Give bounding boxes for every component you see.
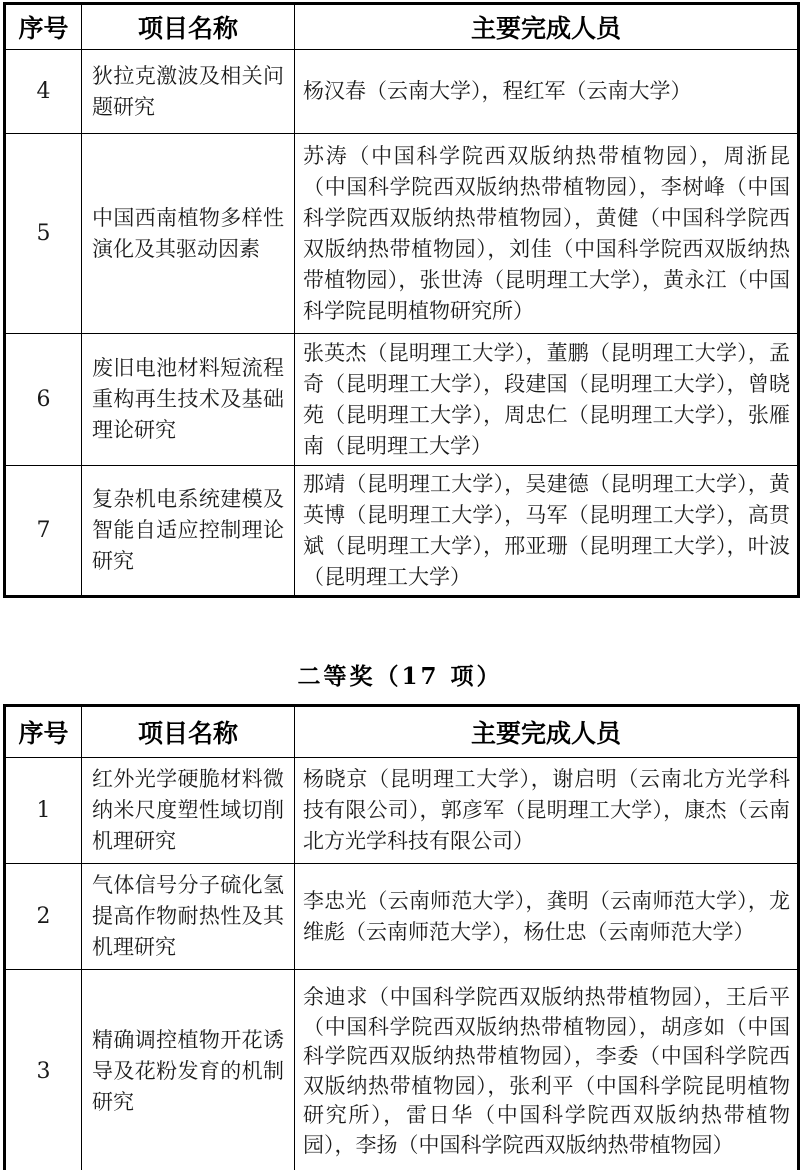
personnel-cell xyxy=(295,50,799,134)
serial-cell: 3 xyxy=(5,970,82,1170)
header-serial: 序号 xyxy=(5,4,82,50)
table-row xyxy=(5,758,799,864)
header-project-name: 项目名称 xyxy=(82,706,295,758)
table-row xyxy=(5,334,799,466)
header-project-name: 项目名称 xyxy=(82,4,295,50)
serial-cell: 6 xyxy=(5,334,82,466)
serial-cell: 5 xyxy=(5,134,82,334)
personnel-text: 杨汉春（云南大学），程红军（云南大学） xyxy=(303,79,692,103)
personnel-text: 苏涛（中国科学院西双版纳热带植物园），周浙昆（中国科学院西双版纳热带植物园），李树峰（中国科学院西双版纳热带植物园），黄健（中国科学院西双版纳热带植物园），刘佳（中国科学院西双版纳热带植物园），张世涛（昆明理工大学），黄永江（中国科学院昆明植物研究所） xyxy=(303,143,790,323)
table-row xyxy=(5,466,799,597)
personnel-cell xyxy=(295,758,799,864)
personnel-cell xyxy=(295,970,799,1170)
personnel-text: 杨晓京（昆明理工大学），谢启明（云南北方光学科技有限公司），郭彦军（昆明理工大学），康杰（云南北方光学科技有限公司） xyxy=(303,767,790,853)
first-prize-table-continued xyxy=(3,2,800,598)
personnel-cell xyxy=(295,134,799,334)
project-name-cell: 复杂机电系统建模及智能自适应控制理论研究 xyxy=(82,466,295,597)
project-name-cell: 精确调控植物开花诱导及花粉发育的机制研究 xyxy=(82,970,295,1170)
table-header-row xyxy=(5,706,799,758)
table-row xyxy=(5,864,799,970)
personnel-text: 李忠光（云南师范大学），龚明（云南师范大学），龙维彪（云南师范大学），杨仕忠（云南师范大学） xyxy=(303,888,790,944)
header-serial: 序号 xyxy=(5,706,82,758)
project-name-cell: 废旧电池材料短流程重构再生技术及基础理论研究 xyxy=(82,334,295,466)
serial-cell: 2 xyxy=(5,864,82,970)
serial-cell: 7 xyxy=(5,466,82,597)
serial-cell: 1 xyxy=(5,758,82,864)
project-name-cell: 气体信号分子硫化氢提高作物耐热性及其机理研究 xyxy=(82,864,295,970)
project-name-cell: 红外光学硬脆材料微纳米尺度塑性域切削机理研究 xyxy=(82,758,295,864)
second-prize-heading: 二等奖（17 项） xyxy=(297,663,503,690)
personnel-cell xyxy=(295,466,799,597)
table-row xyxy=(5,134,799,334)
personnel-cell xyxy=(295,864,799,970)
table-row xyxy=(5,50,799,134)
personnel-text: 张英杰（昆明理工大学），董鹏（昆明理工大学），孟奇（昆明理工大学），段建国（昆明理工大学），曾晓苑（昆明理工大学），周忠仁（昆明理工大学），张雁南（昆明理工大学） xyxy=(303,340,790,458)
header-main-personnel: 主要完成人员 xyxy=(295,706,799,758)
personnel-text: 那靖（昆明理工大学），吴建德（昆明理工大学），黄英博（昆明理工大学），马军（昆明理工大学），高贯斌（昆明理工大学），邢亚珊（昆明理工大学），叶波（昆明理工大学） xyxy=(303,471,790,589)
project-name-cell: 中国西南植物多样性演化及其驱动因素 xyxy=(82,134,295,334)
header-main-personnel: 主要完成人员 xyxy=(295,4,799,50)
second-prize-table xyxy=(3,704,800,1170)
serial-cell: 4 xyxy=(5,50,82,134)
table-row xyxy=(5,970,799,1170)
personnel-cell xyxy=(295,334,799,466)
project-name-cell: 狄拉克激波及相关问题研究 xyxy=(82,50,295,134)
table-header-row xyxy=(5,4,799,50)
personnel-text: 余迪求（中国科学院西双版纳热带植物园），王后平（中国科学院西双版纳热带植物园），胡彦如（中国科学院西双版纳热带植物园），李委（中国科学院西双版纳热带植物园），张利平（中国科学院昆明植物研究所），雷日华（中国科学院西双版纳热带植物园），李扬（中国科学院西双版纳热带植物园） xyxy=(303,985,790,1157)
